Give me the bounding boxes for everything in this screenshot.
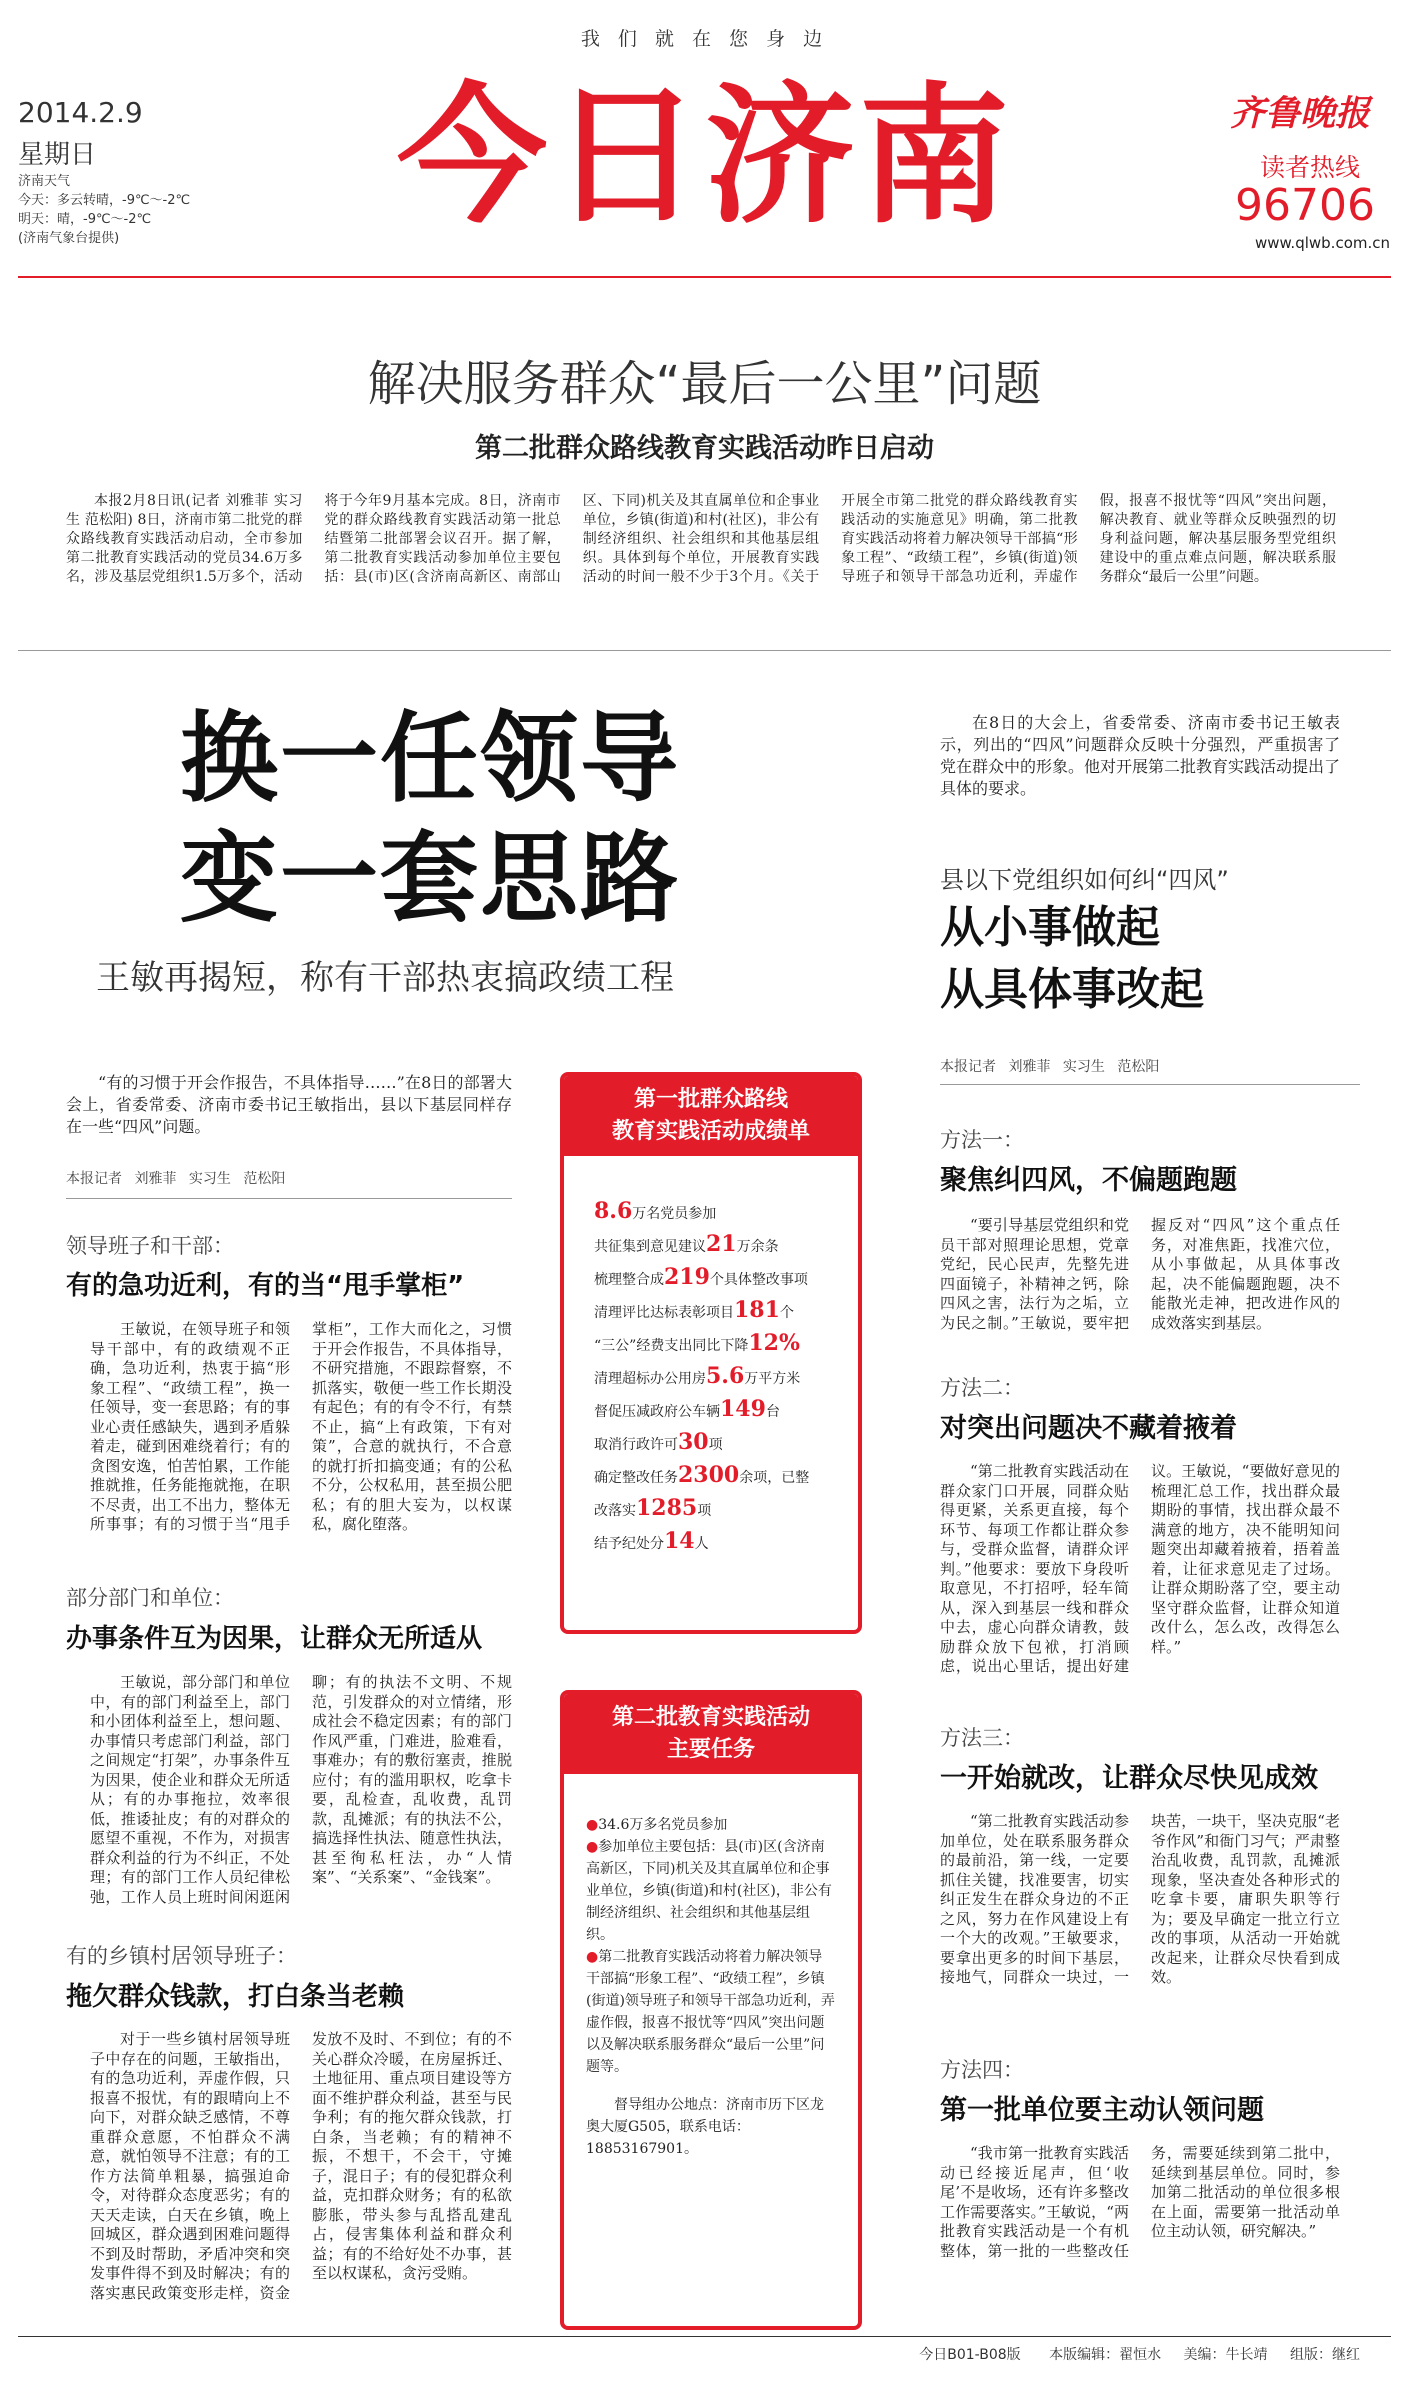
section3-title: 拖欠群众钱款，打白条当老赖	[66, 1982, 405, 2012]
section1-body: 王敏说，在领导班子和领导干部中，有的政绩观不正确，急功近利，热衷于搞“形象工程”、“政绩工程”，换一任领导，变一套思路；有的事业心责任感缺失，遇到矛盾躲着走，碰到困难绕着行；有的贪图安逸，怕苦怕累，工作能推就推，任务能拖就拖，在职不尽责，出工不出力，整体无所事事；有的习惯于当“甩手掌柜”，工作大而化之，习惯于开会作报告，不具体指导，不研究措施，不跟踪督察，不抓落实，敬便一些工作长期没有起色；有的有令不行，有禁不止，搞“上有政策，下有对策”，合意的就执行，不合意的就打折扣搞变通；有的公私不分，公权私用，甚至损公肥私；有的胆大妄为，以权谋私，腐化堕落。	[90, 1320, 512, 1533]
tasks-footer: 督导组办公地点：济南市历下区龙奥大厦G505，联系电话：18853167901。	[586, 2097, 824, 2157]
footer-edition: 今日B01-B08版	[919, 2347, 1021, 2363]
lead-divider	[18, 650, 1391, 651]
weather-block	[18, 172, 190, 248]
hotline-label: 读者热线	[1259, 153, 1360, 182]
scorecard-header	[564, 1076, 858, 1156]
section3-body: 对于一些乡镇村居领导班子中存在的问题，王敏指出，有的急功近利，弄虚作假，只报喜不报忧，有的跟晴向上不向下，对群众缺乏感情，不尊重群众意愿，不怕群众不满意，就怕领导不注意；有的工作方法简单粗暴，搞强迫命令，对待群众态度恶劣；有的天天走读，白天在乡镇，晚上回城区，群众遇到困难问题得不到及时帮助，矛盾冲突和突发事件得不到及时解决；有的落实惠民政策变形走样，资金发放不及时、不到位；有的不关心群众冷暖，在房屋拆迁、土地征用、重点项目建设等方面不维护群众利益，甚至与民争利；有的拖欠群众钱款，打白条，当老赖；有的精神不振，不想干，不会干，守摊子，混日子；有的侵犯群众利益，克扣群众财务；有的私欲膨胀，带头参与乱搭乱建乱占，侵害集体利益和群众利益；有的不给好处不办事，甚至以权谋私，贪污受贿。	[90, 2030, 512, 2302]
scorecard-row: 8.6万名党员参加	[594, 1198, 717, 1224]
issue-date: 2014.2.9	[18, 96, 143, 129]
method1-title: 聚焦纠四风，不偏题跑题	[940, 1165, 1237, 1196]
right-kicker: 县以下党组织如何纠“四风”	[940, 866, 1229, 894]
scorecard-title-line1: 第一批群众路线	[633, 1087, 788, 1112]
method4-label: 方法四：	[940, 2058, 1024, 2082]
section2-kicker: 部分部门和单位：	[66, 1586, 234, 1610]
method4-title: 第一批单位要主动认领问题	[940, 2095, 1264, 2126]
scorecard-row: “三公”经费支出同比下降12%	[594, 1330, 800, 1356]
scorecard-row: 梳理整合成219个具体整改事项	[594, 1264, 808, 1290]
brand-logo: 齐鲁晚报	[1229, 93, 1370, 134]
method2-body: “第二批教育实践活动在群众家门口开展，同群众贴得更紧，关系更直接，每个环节、每项工作都让群众参与，受群众监督，请群众评判。”他要求：要放下身段听取意见，不打招呼，轻车简从，深入到基层一线和群众中去，虚心向群众请教，鼓励群众放下包袱，打消顾虑，说出心里话，提出好建议。王敏说，“要做好意见的梳理汇总工作，找出群众最期盼的事情，找出群众最不满意的地方，决不能明知问题突出却藏着掖着，捂着盖着，让征求意见走了过场。让群众期盼落了空，要主动坚守群众监督，让群众知道改什么，怎么改，改得怎么样。”	[940, 1462, 1340, 1675]
method3-label: 方法三：	[940, 1726, 1024, 1750]
method3-body: “第二批教育实践活动参加单位，处在联系服务群众的最前沿，第一线，一定要抓住关键，找准要害，切实纠正发生在群众身边的不正之风，努力在作风建设上有一个大的改观。”王敏要求，要拿出更多的时间下基层，接地气，同群众一块过，一块苦，一块干，坚决克服“老爷作风”和衙门习气；严肃整治乱收费，乱罚款，乱摊派现象，坚决查处各种形式的吃拿卡要，庸职失职等行为；要及早确定一批立行立改的事项，从活动一开始就改起来，让群众尽快看到成效。	[940, 1812, 1340, 1986]
method2-title: 对突出问题决不藏着掖着	[940, 1413, 1237, 1444]
method2-label: 方法二：	[940, 1376, 1024, 1400]
scorecard-box	[560, 1072, 862, 1634]
task-item: ●参加单位主要包括：县(市)区(含济南高新区，下同)机关及其直属单位和企事业单位，乡镇(街道)和村(社区)，非公有制经济组织、社会组织和其他基层组织。	[586, 1839, 832, 1943]
weather-source: (济南气象台提供)	[18, 231, 120, 246]
scorecard-row: 结予纪处分14人	[594, 1528, 709, 1554]
scorecard-list	[564, 1156, 858, 1559]
masthead-title: 今日济南	[396, 70, 1013, 244]
task-item: ●34.6万多名党员参加	[586, 1817, 728, 1833]
lead-headline: 解决服务群众“最后一公里”问题	[367, 356, 1042, 412]
method1-label: 方法一：	[940, 1128, 1024, 1152]
masthead-rule	[18, 276, 1391, 278]
section1-kicker: 领导班子和干部：	[66, 1234, 234, 1258]
footer-proofreader: 组版：继红	[1290, 2347, 1360, 2363]
right-byline: 本报记者 刘雅菲 实习生 范松阳	[940, 1059, 1160, 1075]
tasks-header	[564, 1694, 858, 1774]
website-link[interactable]: www.qlwb.com.cn	[1255, 234, 1390, 252]
weather-title: 济南天气	[18, 174, 71, 189]
scorecard-row: 取消行政许可30项	[594, 1429, 723, 1455]
right-byline-divider	[940, 1084, 1360, 1085]
right-headline-line1: 从小事做起	[940, 902, 1160, 953]
weather-tomorrow: 明天：晴，-9℃～-2℃	[18, 212, 152, 227]
weekday: 星期日	[18, 140, 97, 170]
right-headline-line2: 从具体事改起	[940, 964, 1204, 1015]
scorecard-row: 确定整改任务2300余项，已整	[594, 1462, 810, 1488]
task-item: ●第二批教育实践活动将着力解决领导干部搞“形象工程”、“政绩工程”，乡镇(街道)领导班子和领导干部急功近利，弄虚作假，报喜不报忧等“四风”突出问题以及解决联系服务群众“最后一公里”问题等。	[586, 1949, 835, 2075]
scorecard-row: 督促压减政府公车辆149台	[594, 1396, 780, 1422]
byline-divider	[66, 1198, 512, 1199]
scorecard-row: 改落实1285项	[594, 1495, 712, 1521]
tasks-title-line2: 主要任务	[666, 1737, 755, 1762]
tasks-list	[564, 1774, 858, 2160]
main-subhead: 王敏再揭短，称有干部热衷搞政绩工程	[96, 958, 674, 998]
footer-editor: 本版编辑：翟恒水	[1049, 2347, 1162, 2363]
scorecard-row: 清理评比达标表彰项目181个	[594, 1297, 794, 1323]
scorecard-row: 清理超标办公用房5.6万平方米	[594, 1363, 801, 1389]
right-intro: 在8日的大会上，省委常委、济南市委书记王敏表示，列出的“四风”问题群众反映十分强烈，严重损害了党在群众中的形象。他对开展第二批教育实践活动提出了具体的要求。	[940, 713, 1341, 798]
main-headline-line1: 换一任领导	[180, 701, 681, 816]
section1-title: 有的急功近利，有的当“甩手掌柜”	[66, 1271, 465, 1301]
section2-title: 办事条件互为因果，让群众无所适从	[66, 1624, 483, 1654]
lead-subhead: 第二批群众路线教育实践活动昨日启动	[475, 433, 934, 464]
scorecard-title-line2: 教育实践活动成绩单	[611, 1119, 810, 1144]
slogan: 我 们 就 在 您 身 边	[580, 28, 829, 50]
footer-rule	[18, 2336, 1391, 2337]
scorecard-row: 共征集到意见建议21万余条	[594, 1231, 779, 1257]
tasks-box	[560, 1690, 862, 2330]
footer-credits	[700, 2344, 1360, 2364]
lead-body: 本报2月8日讯(记者 刘雅菲 实习生 范松阳) 8日，济南市第二批党的群众路线教育实践活动启动，全市参加第二批教育实践活动的党员34.6万多名，涉及基层党组织1.5万多个，活动将于今年9月基本完成。8日，济南市党的群众路线教育实践活动第一批总结暨第二批部署会议召开。据了解，第二批教育实践活动参加单位主要包括：县(市)区(含济南高新区、南部山区、下同)机关及其直属单位和企事业单位，乡镇(街道)和村(社区)，非公有制经济组织、社会组织和其他基层组织。具体到每个单位，开展教育实践活动的时间一般不少于3个月。《关于开展全市第二批党的群众路线教育实践活动的实施意见》明确，第二批教育实践活动将着力解决领导干部搞“形象工程”、“政绩工程”，乡镇(街道)领导班子和领导干部急功近利，弄虚作假，报喜不报忧等“四风”突出问题，解决教育、就业等群众反映强烈的切身利益问题，解决基层服务型党组织建设中的重点难点问题，解决联系服务群众“最后一公里”问题。	[66, 493, 1336, 585]
main-byline: 本报记者 刘雅菲 实习生 范松阳	[66, 1171, 286, 1187]
tasks-title-line1: 第二批教育实践活动	[611, 1705, 810, 1730]
section3-kicker: 有的乡镇村居领导班子：	[66, 1944, 297, 1968]
footer-designer: 美编：牛长靖	[1183, 2347, 1268, 2363]
main-intro: “有的习惯于开会作报告，不具体指导……”在8日的部署大会上，省委常委、济南市委书记王敏指出，县以下基层同样存在一些“四风”问题。	[66, 1073, 512, 1136]
section2-body: 王敏说，部分部门和单位中，有的部门利益至上，部门和小团体利益至上，想问题、办事情只考虑部门利益，部门之间规定“打架”，办事条件互为因果，使企业和群众无所适从；有的办事拖拉，效率很低，推诿扯皮；有的对群众的愿望不重视，不作为，对损害群众利益的行为不纠正，不处理；有的部门工作人员纪律松弛，工作人员上班时间闲逛闲聊；有的执法不文明、不规范，引发群众的对立情绪，形成社会不稳定因素；有的部门作风严重，门难进，脸难看，事难办；有的敷衍塞责，推脱应付；有的滥用职权，吃拿卡要，乱检查，乱收费，乱罚款，乱摊派；有的执法不公，搞选择性执法、随意性执法，甚至徇私枉法，办“人情案”、“关系案”、“金钱案”。	[90, 1673, 512, 1906]
hotline-number: 96706	[1235, 180, 1375, 231]
weather-today: 今天：多云转晴，-9℃～-2℃	[18, 193, 191, 208]
method1-body: “要引导基层党组织和党员干部对照理论思想，党章党纪，民心民声，先整先进四面镜子，补精神之钙，除四风之害，法行为之垢，立为民之制。”王敏说，要牢把握反对“四风”这个重点任务，对准焦距，找准穴位，从小事做起，从具体事改起，决不能偏题跑题，决不能散光走神，把改进作风的成效落实到基层。	[940, 1216, 1340, 1332]
main-headline-line2: 变一套思路	[180, 821, 681, 936]
method4-body: “我市第一批教育实践活动已经接近尾声，但‘收尾’不是收场，还有许多整改工作需要落实。”王敏说，“两批教育实践活动是一个有机整体，第一批的一些整改任务，需要延续到第二批中，延续到基层单位。同时，参加第二批活动的单位很多根在上面，需要第一批活动单位主动认领，研究解决。”	[940, 2144, 1340, 2260]
method3-title: 一开始就改，让群众尽快见成效	[940, 1763, 1318, 1794]
